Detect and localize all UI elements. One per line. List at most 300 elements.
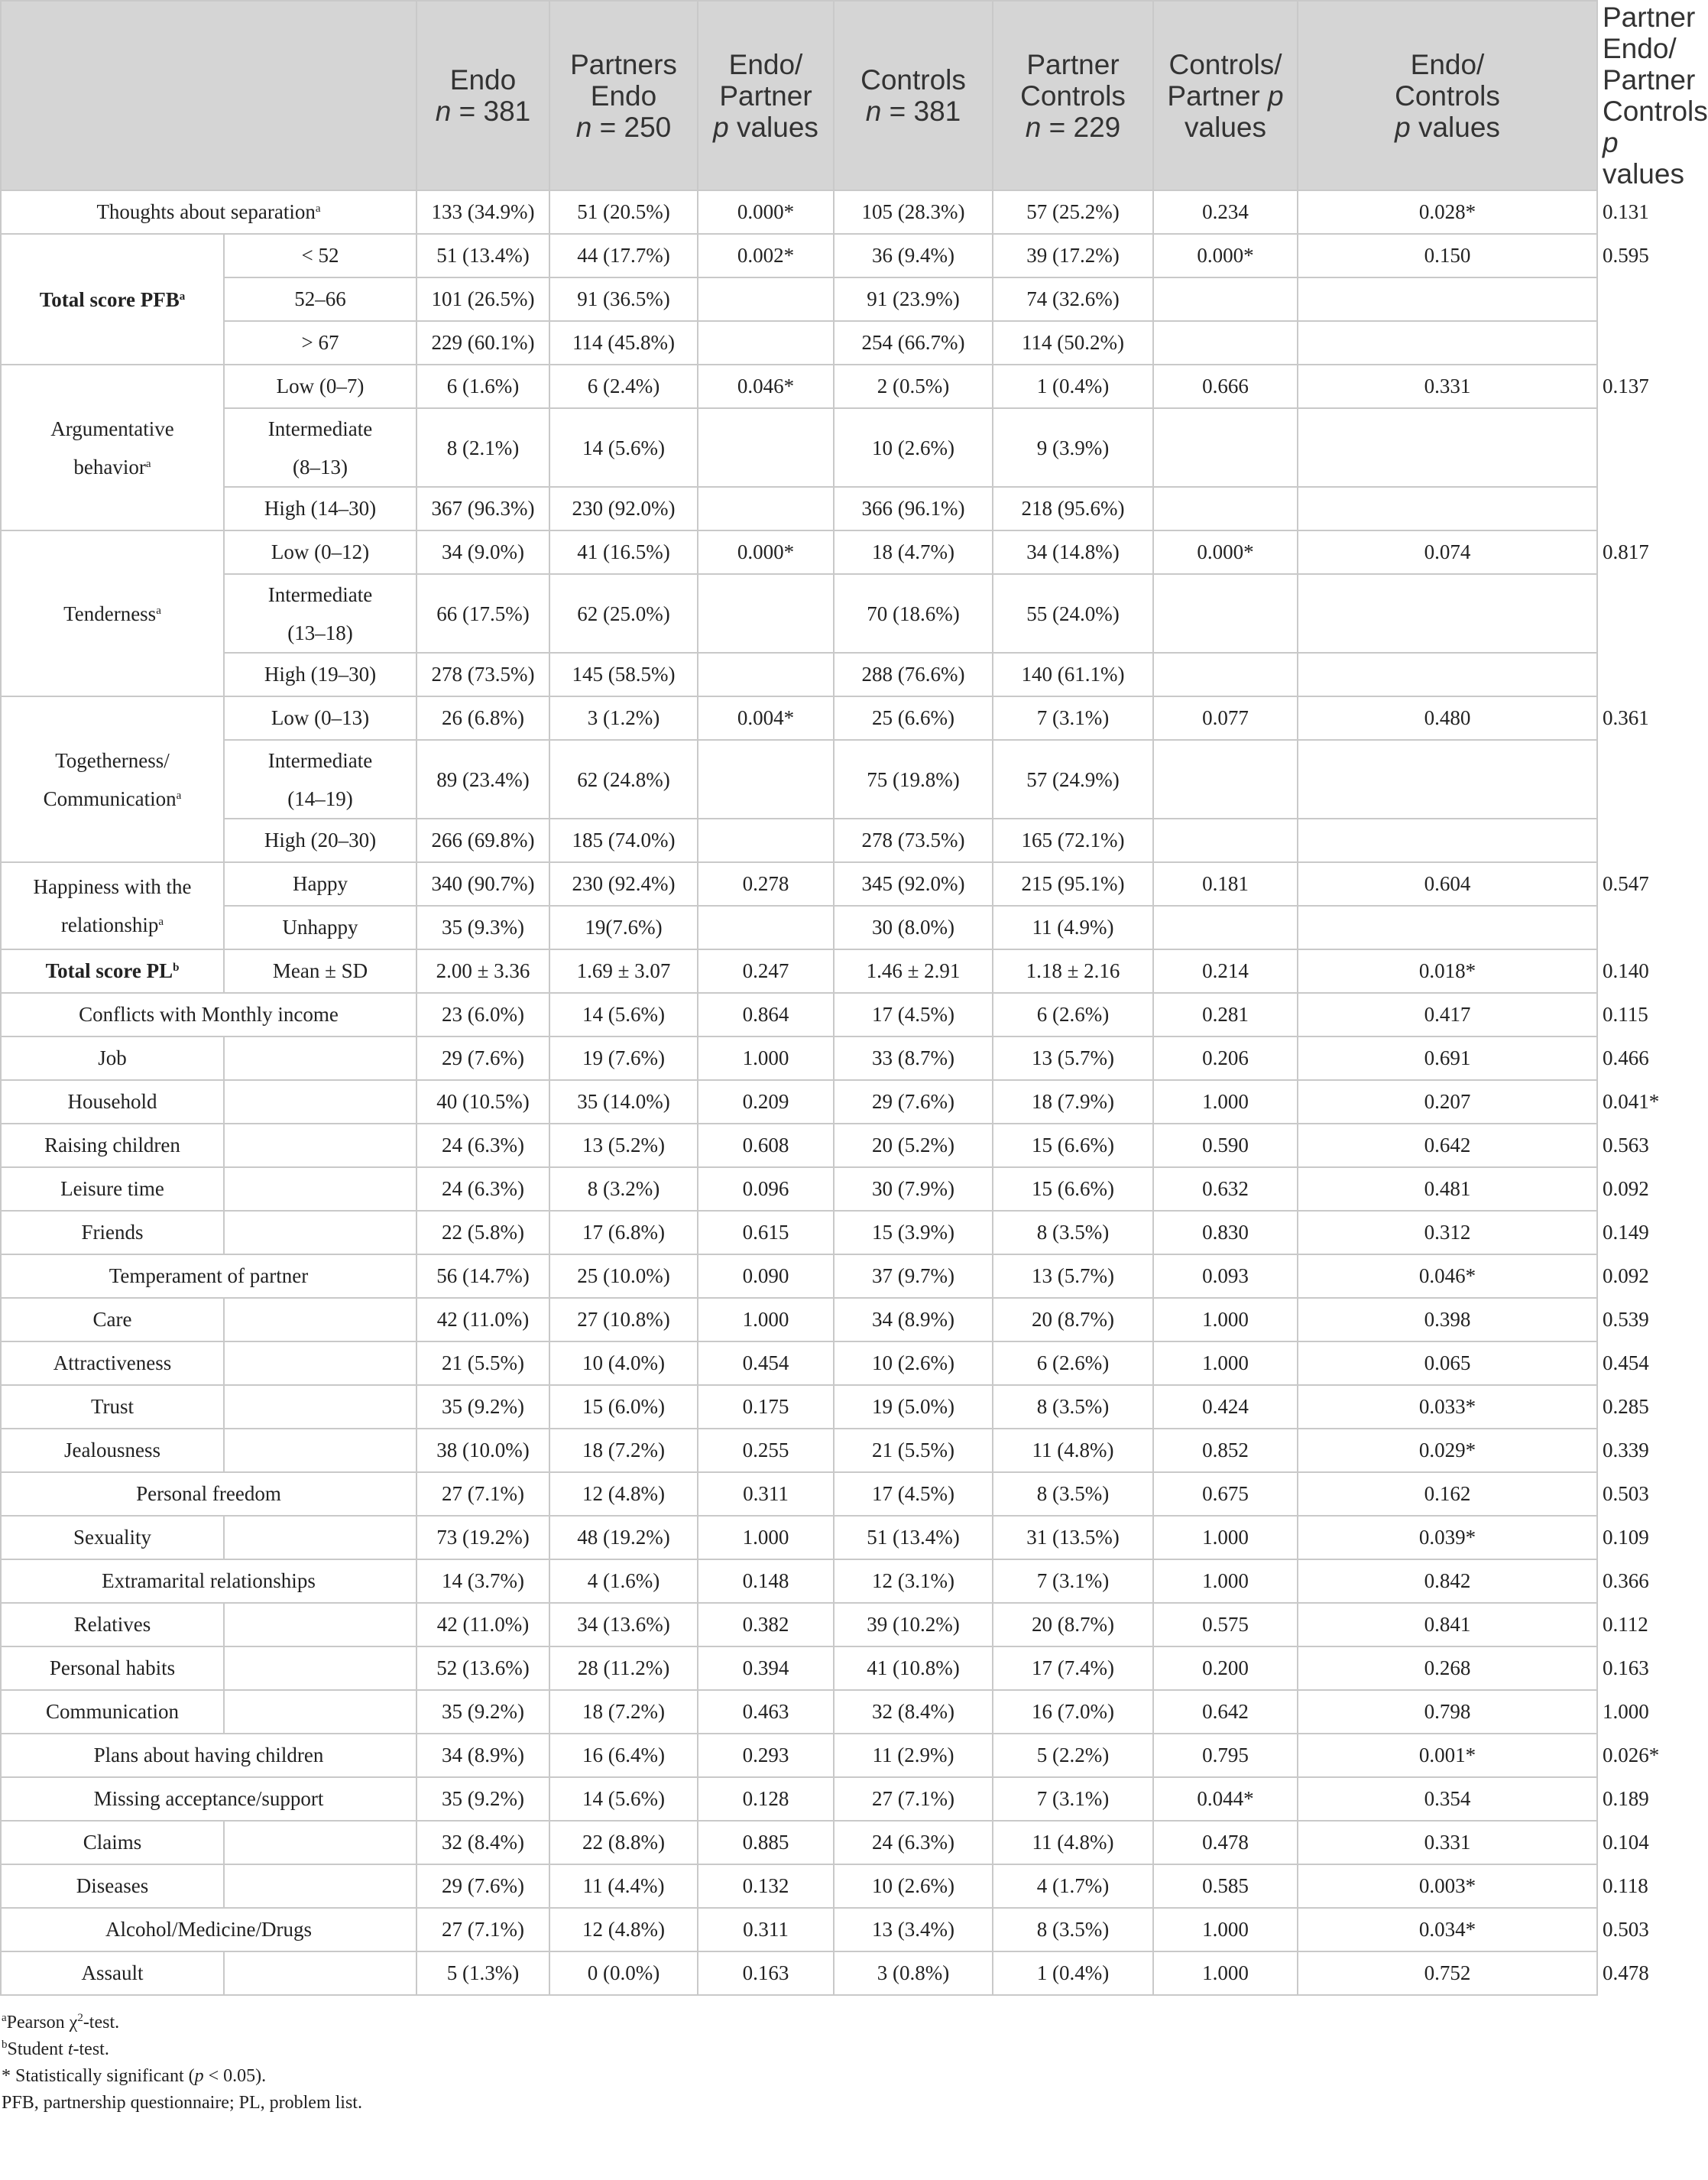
table-row: Happiness with the relationship$^a$ Happy 340 (90.7%) 230 (92.4%) 0.278 345 (92.0%) 215 (95.1%) 0.181 0.604 0.547	[1, 862, 1597, 906]
cell: 1.46 ± 2.91	[834, 949, 993, 993]
table-row	[1, 653, 1597, 696]
cell: 8 (3.2%)	[549, 1167, 698, 1211]
cell: 30 (7.9%)	[834, 1167, 993, 1211]
cell: 0.311	[698, 1908, 834, 1951]
header-endo: Endo n = 381	[416, 1, 549, 190]
cell: 14 (3.7%)	[416, 1559, 549, 1603]
cell: 11 (2.9%)	[834, 1734, 993, 1777]
row-label: Household	[1, 1080, 224, 1124]
cell: 14 (5.6%)	[549, 408, 698, 487]
row-label: Relatives	[1, 1603, 224, 1646]
cell	[1298, 574, 1597, 653]
cell: 1.000	[698, 1036, 834, 1080]
cell: 0.093	[1153, 1254, 1298, 1298]
table-row: Friends 22 (5.8%) 17 (6.8%) 0.615 15 (3.9%) 8 (3.5%) 0.830 0.312 0.149	[1, 1211, 1597, 1254]
cell: 0.842	[1298, 1559, 1597, 1603]
cell: 24 (6.3%)	[834, 1821, 993, 1864]
cell: 33 (8.7%)	[834, 1036, 993, 1080]
cell: 0.454	[698, 1341, 834, 1385]
cell: 0.691	[1298, 1036, 1597, 1080]
cell: 0.575	[1153, 1603, 1298, 1646]
cell: 24 (6.3%)	[416, 1124, 549, 1167]
table-row: Alcohol/Medicine/Drugs 27 (7.1%) 12 (4.8%) 0.311 13 (3.4%) 8 (3.5%) 1.000 0.034* 0.503	[1, 1908, 1597, 1951]
row-sublabel: Low (0–12)	[224, 530, 416, 574]
cell: 10 (2.6%)	[834, 1341, 993, 1385]
row-sublabel	[224, 1385, 416, 1429]
row-sublabel: Mean ± SD	[224, 949, 416, 993]
cell: 0.018*	[1298, 949, 1597, 993]
header-controls: Controls n = 381	[834, 1, 993, 190]
cell: 340 (90.7%)	[416, 862, 549, 906]
cell	[1153, 819, 1298, 862]
cell: 0.382	[698, 1603, 834, 1646]
row-sublabel	[224, 1124, 416, 1167]
cell: 28 (11.2%)	[549, 1646, 698, 1690]
cell: 18 (7.2%)	[549, 1690, 698, 1734]
row-sublabel: Intermediate (13–18)	[224, 574, 416, 653]
cell: 0.480	[1298, 696, 1597, 740]
cell: 0.666	[1153, 365, 1298, 408]
cell: 0.394	[698, 1646, 834, 1690]
cell: 0.478	[1153, 1821, 1298, 1864]
cell: 15 (6.6%)	[993, 1167, 1153, 1211]
cell: 0.163	[698, 1951, 834, 1995]
cell: 30 (8.0%)	[834, 906, 993, 949]
cell: 51 (13.4%)	[834, 1516, 993, 1559]
cell: 230 (92.4%)	[549, 862, 698, 906]
row-sublabel	[224, 1603, 416, 1646]
cell: 0.268	[1298, 1646, 1597, 1690]
cell: 27 (10.8%)	[549, 1298, 698, 1341]
cell: 266 (69.8%)	[416, 819, 549, 862]
cell: 215 (95.1%)	[993, 862, 1153, 906]
cell	[698, 321, 834, 365]
cell: 0.000*	[698, 530, 834, 574]
header-blank	[1, 1, 416, 190]
row-label: Temperament of partner	[1, 1254, 416, 1298]
table-row: Conflicts with Monthly income 23 (6.0%) 14 (5.6%) 0.864 17 (4.5%) 6 (2.6%) 0.281 0.417 0.115	[1, 993, 1597, 1036]
cell: 41 (16.5%)	[549, 530, 698, 574]
table-row: Jealousness 38 (10.0%) 18 (7.2%) 0.255 21 (5.5%) 11 (4.8%) 0.852 0.029* 0.339	[1, 1429, 1597, 1472]
table-row	[1, 740, 1597, 819]
cell: 44 (17.7%)	[549, 234, 698, 277]
row-sublabel	[224, 1516, 416, 1559]
cell: 5 (1.3%)	[416, 1951, 549, 1995]
table-row: Job 29 (7.6%) 19 (7.6%) 1.000 33 (8.7%) 13 (5.7%) 0.206 0.691 0.466	[1, 1036, 1597, 1080]
cell: 0.033*	[1298, 1385, 1597, 1429]
cell: 22 (8.8%)	[549, 1821, 698, 1864]
row-sublabel	[224, 1080, 416, 1124]
cell: 25 (10.0%)	[549, 1254, 698, 1298]
row-label: Thoughts about separation$^a$	[1, 190, 416, 234]
cell: 0.209	[698, 1080, 834, 1124]
cell: 0.864	[698, 993, 834, 1036]
cell: 2.00 ± 3.36	[416, 949, 549, 993]
table-row: Claims 32 (8.4%) 22 (8.8%) 0.885 24 (6.3%) 11 (4.8%) 0.478 0.331 0.104	[1, 1821, 1597, 1864]
cell: 51 (13.4%)	[416, 234, 549, 277]
cell: 27 (7.1%)	[416, 1472, 549, 1516]
cell: 17 (6.8%)	[549, 1211, 698, 1254]
cell: 7 (3.1%)	[993, 1777, 1153, 1821]
row-label: Happiness with the relationship$^a$	[1, 862, 224, 949]
table-row: Thoughts about separation$^a$ 133 (34.9%) 51 (20.5%) 0.000* 105 (28.3%) 57 (25.2%) 0.234 0.028* 0.131	[1, 190, 1597, 234]
row-label: Togetherness/ Communication$^a$	[1, 696, 224, 862]
cell: 345 (92.0%)	[834, 862, 993, 906]
table-row: Leisure time 24 (6.3%) 8 (3.2%) 0.096 30 (7.9%) 15 (6.6%) 0.632 0.481 0.092	[1, 1167, 1597, 1211]
cell: 89 (23.4%)	[416, 740, 549, 819]
cell: 5 (2.2%)	[993, 1734, 1153, 1777]
cell: 0.885	[698, 1821, 834, 1864]
cell	[698, 740, 834, 819]
row-sublabel	[224, 1864, 416, 1908]
cell: 0.162	[1298, 1472, 1597, 1516]
cell: 20 (8.7%)	[993, 1298, 1153, 1341]
cell: 1.000	[1153, 1559, 1298, 1603]
cell: 0.642	[1298, 1124, 1597, 1167]
cell: 0.090	[698, 1254, 834, 1298]
cell: 15 (6.0%)	[549, 1385, 698, 1429]
row-label: Claims	[1, 1821, 224, 1864]
cell: 22 (5.8%)	[416, 1211, 549, 1254]
cell: 0.200	[1153, 1646, 1298, 1690]
cell: 7 (3.1%)	[993, 696, 1153, 740]
cell: 73 (19.2%)	[416, 1516, 549, 1559]
row-label: Conflicts with Monthly income	[1, 993, 416, 1036]
cell: 8 (3.5%)	[993, 1211, 1153, 1254]
cell: 0.798	[1298, 1690, 1597, 1734]
header-row: Endo n = 381 Partners Endo n = 250 Endo/ Partner p values Controls n = 381 Partner Controls n = 229 Controls/ Partner p values Endo/ Controls p values Partner Endo/ Partner Controls p values	[1, 1, 1597, 190]
cell: 6 (2.6%)	[993, 1341, 1153, 1385]
table-row: Relatives 42 (11.0%) 34 (13.6%) 0.382 39 (10.2%) 20 (8.7%) 0.575 0.841 0.112	[1, 1603, 1597, 1646]
footnote-abbreviations: PFB, partnership questionnaire; PL, problem list.	[2, 2093, 362, 2113]
cell	[1153, 408, 1298, 487]
row-sublabel: High (20–30)	[224, 819, 416, 862]
table-footnotes	[0, 2010, 1596, 2117]
cell	[1298, 653, 1597, 696]
cell: 56 (14.7%)	[416, 1254, 549, 1298]
cell: 40 (10.5%)	[416, 1080, 549, 1124]
cell: 0.590	[1153, 1124, 1298, 1167]
cell: 55 (24.0%)	[993, 574, 1153, 653]
cell: 0.632	[1153, 1167, 1298, 1211]
cell: 0.604	[1298, 862, 1597, 906]
cell: 133 (34.9%)	[416, 190, 549, 234]
cell: 278 (73.5%)	[416, 653, 549, 696]
cell: 27 (7.1%)	[416, 1908, 549, 1951]
cell: 0.000*	[1153, 530, 1298, 574]
cell: 24 (6.3%)	[416, 1167, 549, 1211]
cell: 0.002*	[698, 234, 834, 277]
row-label: Argumentative behavior$^a$	[1, 365, 224, 530]
cell: 105 (28.3%)	[834, 190, 993, 234]
cell: 1.000	[698, 1298, 834, 1341]
cell: 66 (17.5%)	[416, 574, 549, 653]
row-sublabel	[224, 1951, 416, 1995]
cell: 12 (4.8%)	[549, 1908, 698, 1951]
cell: 41 (10.8%)	[834, 1646, 993, 1690]
cell: 0.148	[698, 1559, 834, 1603]
cell: 1.000	[1153, 1951, 1298, 1995]
cell: 11 (4.8%)	[993, 1429, 1153, 1472]
table-row: Extramarital relationships 14 (3.7%) 4 (1.6%) 0.148 12 (3.1%) 7 (3.1%) 1.000 0.842 0.366	[1, 1559, 1597, 1603]
cell: 19(7.6%)	[549, 906, 698, 949]
cell	[1298, 408, 1597, 487]
cell: 288 (76.6%)	[834, 653, 993, 696]
cell: 0.312	[1298, 1211, 1597, 1254]
header-partner-controls: Partner Controls n = 229	[993, 1, 1153, 190]
row-sublabel	[224, 1646, 416, 1690]
row-sublabel: Low (0–7)	[224, 365, 416, 408]
row-sublabel	[224, 1298, 416, 1341]
cell: 35 (9.2%)	[416, 1385, 549, 1429]
cell: 6 (1.6%)	[416, 365, 549, 408]
table-row: Total score $PFB^a$ < 52 51 (13.4%) 44 (17.7%) 0.002* 36 (9.4%) 39 (17.2%) 0.000* 0.150 0.595	[1, 234, 1597, 277]
cell: 0.841	[1298, 1603, 1597, 1646]
table-row: Tenderness$^a$ Low (0–12) 34 (9.0%) 41 (16.5%) 0.000* 18 (4.7%) 34 (14.8%) 0.000* 0.074 0.817	[1, 530, 1597, 574]
cell: 62 (25.0%)	[549, 574, 698, 653]
cell: 0.039*	[1298, 1516, 1597, 1559]
row-sublabel: Intermediate (8–13)	[224, 408, 416, 487]
cell: 0.044*	[1153, 1777, 1298, 1821]
cell: 9 (3.9%)	[993, 408, 1153, 487]
table-row	[1, 487, 1597, 530]
cell: 0.003*	[1298, 1864, 1597, 1908]
cell: 0.311	[698, 1472, 834, 1516]
cell: 4 (1.6%)	[549, 1559, 698, 1603]
row-label: Jealousness	[1, 1429, 224, 1472]
cell: 0.150	[1298, 234, 1597, 277]
row-sublabel: < 52	[224, 234, 416, 277]
cell	[698, 277, 834, 321]
cell: 0.175	[698, 1385, 834, 1429]
cell: 1.000	[1153, 1080, 1298, 1124]
cell: 4 (1.7%)	[993, 1864, 1153, 1908]
cell: 14 (5.6%)	[549, 993, 698, 1036]
header-endo-partner-p: Endo/ Partner p values	[698, 1, 834, 190]
cell: 15 (6.6%)	[993, 1124, 1153, 1167]
row-label: Alcohol/Medicine/Drugs	[1, 1908, 416, 1951]
row-sublabel: High (19–30)	[224, 653, 416, 696]
cell: 0.752	[1298, 1951, 1597, 1995]
cell: 6 (2.6%)	[993, 993, 1153, 1036]
cell: 0.608	[698, 1124, 834, 1167]
cell: 25 (6.6%)	[834, 696, 993, 740]
cell: 36 (9.4%)	[834, 234, 993, 277]
cell: 1 (0.4%)	[993, 1951, 1153, 1995]
table-row	[1, 819, 1597, 862]
cell: 0.029*	[1298, 1429, 1597, 1472]
cell: 21 (5.5%)	[834, 1429, 993, 1472]
row-sublabel	[224, 1429, 416, 1472]
cell	[698, 574, 834, 653]
row-label: Raising children	[1, 1124, 224, 1167]
table-row: Total score $PL^b$ Mean ± SD 2.00 ± 3.36 1.69 ± 3.07 0.247 1.46 ± 2.91 1.18 ± 2.16 0.214 0.018* 0.140	[1, 949, 1597, 993]
cell: 8 (3.5%)	[993, 1908, 1153, 1951]
row-label: Total score $PL^b$	[1, 949, 224, 993]
cell	[1153, 574, 1298, 653]
cell: 27 (7.1%)	[834, 1777, 993, 1821]
table-row: Household 40 (10.5%) 35 (14.0%) 0.209 29 (7.6%) 18 (7.9%) 1.000 0.207 0.041*	[1, 1080, 1597, 1124]
cell: 0.675	[1153, 1472, 1298, 1516]
cell: 0.281	[1153, 993, 1298, 1036]
footnote-a: $^a$Pearson $\chi^2$-test.	[2, 2012, 120, 2032]
cell: 0.354	[1298, 1777, 1597, 1821]
table-row: Plans about having children 34 (8.9%) 16 (6.4%) 0.293 11 (2.9%) 5 (2.2%) 0.795 0.001* 0.026*	[1, 1734, 1597, 1777]
row-label: Leisure time	[1, 1167, 224, 1211]
cell: 0.004*	[698, 696, 834, 740]
cell: 0.128	[698, 1777, 834, 1821]
row-sublabel	[224, 1690, 416, 1734]
cell: 0.463	[698, 1690, 834, 1734]
cell: 29 (7.6%)	[416, 1864, 549, 1908]
cell	[1298, 819, 1597, 862]
cell: 34 (9.0%)	[416, 530, 549, 574]
cell	[1153, 487, 1298, 530]
cell: 39 (17.2%)	[993, 234, 1153, 277]
cell	[1153, 277, 1298, 321]
cell: 18 (7.2%)	[549, 1429, 698, 1472]
header-endo-controls-p: Endo/ Controls p values	[1298, 1, 1597, 190]
cell: 8 (3.5%)	[993, 1472, 1153, 1516]
header-partners-endo: Partners Endo n = 250	[549, 1, 698, 190]
cell: 0.034*	[1298, 1908, 1597, 1951]
footnote-b: $^b$Student t-test.	[2, 2039, 109, 2059]
cell: 16 (6.4%)	[549, 1734, 698, 1777]
cell: 20 (8.7%)	[993, 1603, 1153, 1646]
table-row: Personal habits 52 (13.6%) 28 (11.2%) 0.394 41 (10.8%) 17 (7.4%) 0.200 0.268 0.163	[1, 1646, 1597, 1690]
row-label: Total score PFB$^a$	[1, 234, 224, 365]
cell	[1298, 277, 1597, 321]
header-controls-partner-p: Controls/ Partner p values	[1153, 1, 1298, 190]
cell: 91 (36.5%)	[549, 277, 698, 321]
cell: 10 (2.6%)	[834, 1864, 993, 1908]
cell: 17 (4.5%)	[834, 993, 993, 1036]
cell: 2 (0.5%)	[834, 365, 993, 408]
cell: 10 (4.0%)	[549, 1341, 698, 1385]
cell: 3 (1.2%)	[549, 696, 698, 740]
cell: 21 (5.5%)	[416, 1341, 549, 1385]
cell: 0 (0.0%)	[549, 1951, 698, 1995]
cell: 366 (96.1%)	[834, 487, 993, 530]
row-sublabel: Intermediate (14–19)	[224, 740, 416, 819]
cell: 19 (7.6%)	[549, 1036, 698, 1080]
cell: 230 (92.0%)	[549, 487, 698, 530]
cell: 0.181	[1153, 862, 1298, 906]
cell: 185 (74.0%)	[549, 819, 698, 862]
cell: 39 (10.2%)	[834, 1603, 993, 1646]
table-row	[1, 408, 1597, 487]
cell: 101 (26.5%)	[416, 277, 549, 321]
row-label: Missing acceptance/support	[1, 1777, 416, 1821]
cell: 0.830	[1153, 1211, 1298, 1254]
cell: 218 (95.6%)	[993, 487, 1153, 530]
cell: 1.18 ± 2.16	[993, 949, 1153, 993]
row-label: Plans about having children	[1, 1734, 416, 1777]
table-row: Trust 35 (9.2%) 15 (6.0%) 0.175 19 (5.0%) 8 (3.5%) 0.424 0.033* 0.285	[1, 1385, 1597, 1429]
cell: 34 (13.6%)	[549, 1603, 698, 1646]
row-sublabel: Low (0–13)	[224, 696, 416, 740]
cell: 229 (60.1%)	[416, 321, 549, 365]
cell: 0.398	[1298, 1298, 1597, 1341]
row-sublabel: > 67	[224, 321, 416, 365]
cell: 0.615	[698, 1211, 834, 1254]
row-label: Friends	[1, 1211, 224, 1254]
cell: 57 (25.2%)	[993, 190, 1153, 234]
cell: 3 (0.8%)	[834, 1951, 993, 1995]
cell: 75 (19.8%)	[834, 740, 993, 819]
row-sublabel	[224, 1341, 416, 1385]
cell: 62 (24.8%)	[549, 740, 698, 819]
cell: 20 (5.2%)	[834, 1124, 993, 1167]
cell: 0.046*	[1298, 1254, 1597, 1298]
cell	[1298, 906, 1597, 949]
cell: 12 (4.8%)	[549, 1472, 698, 1516]
cell: 367 (96.3%)	[416, 487, 549, 530]
cell: 1.000	[1153, 1516, 1298, 1559]
footnote-significance: * Statistically significant (p < 0.05).	[2, 2066, 267, 2086]
table-row	[1, 574, 1597, 653]
cell: 42 (11.0%)	[416, 1298, 549, 1341]
row-label: Job	[1, 1036, 224, 1080]
table-row	[1, 321, 1597, 365]
cell: 0.074	[1298, 530, 1597, 574]
cell: 38 (10.0%)	[416, 1429, 549, 1472]
row-label: Tenderness$^a$	[1, 530, 224, 696]
cell	[1153, 906, 1298, 949]
cell: 57 (24.9%)	[993, 740, 1153, 819]
cell: 0.585	[1153, 1864, 1298, 1908]
cell: 13 (5.7%)	[993, 1254, 1153, 1298]
cell: 0.852	[1153, 1429, 1298, 1472]
cell: 8 (3.5%)	[993, 1385, 1153, 1429]
row-label: Trust	[1, 1385, 224, 1429]
cell: 35 (14.0%)	[549, 1080, 698, 1124]
cell: 1.000	[1153, 1298, 1298, 1341]
cell: 0.046*	[698, 365, 834, 408]
cell: 29 (7.6%)	[416, 1036, 549, 1080]
table-row: Communication 35 (9.2%) 18 (7.2%) 0.463 32 (8.4%) 16 (7.0%) 0.642 0.798 1.000	[1, 1690, 1597, 1734]
table-row	[1, 906, 1597, 949]
cell: 0.331	[1298, 365, 1597, 408]
cell: 19 (5.0%)	[834, 1385, 993, 1429]
cell: 0.096	[698, 1167, 834, 1211]
cell	[1298, 487, 1597, 530]
cell: 52 (13.6%)	[416, 1646, 549, 1690]
cell: 37 (9.7%)	[834, 1254, 993, 1298]
cell: 11 (4.4%)	[549, 1864, 698, 1908]
cell	[1298, 740, 1597, 819]
row-label: Diseases	[1, 1864, 224, 1908]
cell: 0.642	[1153, 1690, 1298, 1734]
row-label: Personal freedom	[1, 1472, 416, 1516]
table-row: Temperament of partner 56 (14.7%) 25 (10.0%) 0.090 37 (9.7%) 13 (5.7%) 0.093 0.046* 0.092	[1, 1254, 1597, 1298]
row-label: Attractiveness	[1, 1341, 224, 1385]
table-row: Raising children 24 (6.3%) 13 (5.2%) 0.608 20 (5.2%) 15 (6.6%) 0.590 0.642 0.563	[1, 1124, 1597, 1167]
cell: 114 (50.2%)	[993, 321, 1153, 365]
cell: 91 (23.9%)	[834, 277, 993, 321]
cell: 0.247	[698, 949, 834, 993]
row-sublabel	[224, 1167, 416, 1211]
cell: 0.214	[1153, 949, 1298, 993]
cell: 0.000*	[1153, 234, 1298, 277]
cell: 13 (5.7%)	[993, 1036, 1153, 1080]
cell: 0.028*	[1298, 190, 1597, 234]
row-sublabel: High (14–30)	[224, 487, 416, 530]
row-sublabel: Happy	[224, 862, 416, 906]
table-row: Attractiveness 21 (5.5%) 10 (4.0%) 0.454 10 (2.6%) 6 (2.6%) 1.000 0.065 0.454	[1, 1341, 1597, 1385]
cell: 0.234	[1153, 190, 1298, 234]
row-sublabel	[224, 1211, 416, 1254]
